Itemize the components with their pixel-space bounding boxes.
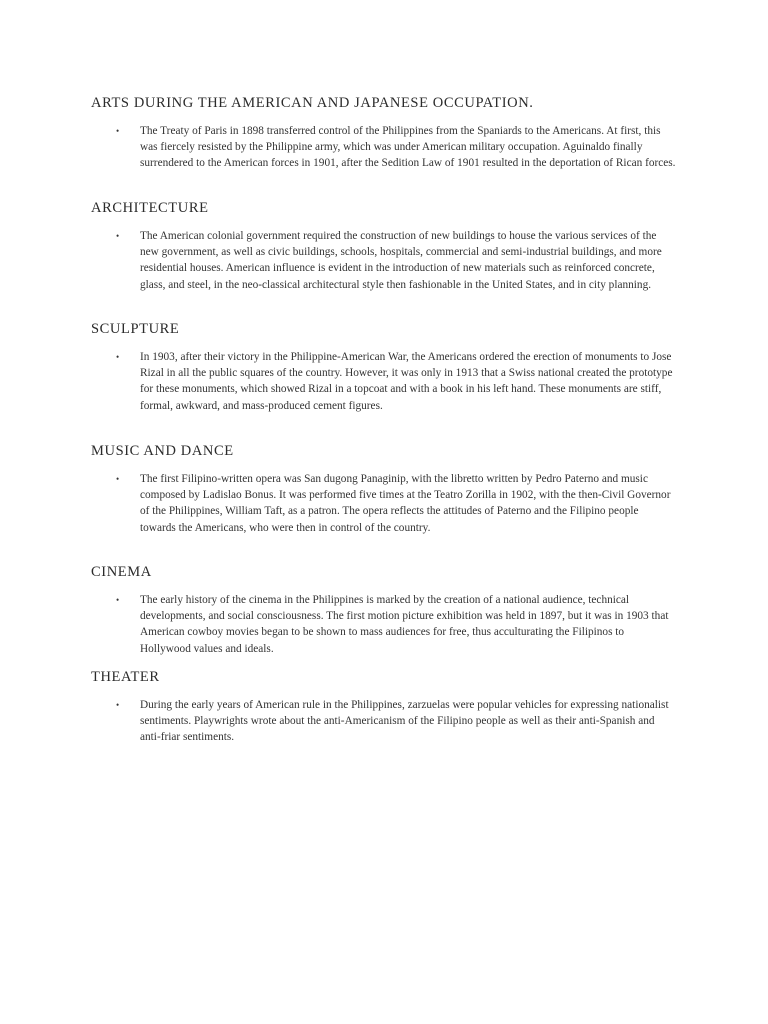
section-music-and-dance <box>91 442 691 536</box>
bullet-icon: • <box>116 595 120 605</box>
list-item <box>91 592 691 657</box>
section-sculpture <box>91 320 691 414</box>
list-item <box>91 471 691 536</box>
bullet-icon: • <box>116 126 120 136</box>
section-heading: MUSIC AND DANCE <box>91 443 234 459</box>
bullet-icon: • <box>116 352 120 362</box>
list-item <box>91 349 691 414</box>
paragraph: The early history of the cinema in the Philippines is marked by the creation of a national audience, technical developments, and social consciousness. The first motion picture exhibition was held in 1897, but it was in 1903 that American cowboy movies began to be shown to mass audiences for free, thus acculturating the Filipinos to Hollywood values and ideals. <box>140 594 669 655</box>
bullet-icon: • <box>116 474 120 484</box>
paragraph: The American colonial government required the construction of new buildings to house the various services of the new government, as well as civic buildings, schools, hospitals, commercial and semi-industrial buildings, and more residential houses. American influence is evident in the introduction of new materials such as reinforced concrete, glass, and steel, in the neo-classical architectural style then fashionable in the United States, and in city planning. <box>140 230 662 291</box>
paragraph: The first Filipino-written opera was San dugong Panaginip, with the libretto written by Pedro Paterno and music composed by Ladislao Bonus. It was performed five times at the Teatro Zorilla in 1902, with the then-Civil Governor of the Philippines, William Taft, as a patron. The opera reflects the attitudes of Paterno and the Filipino people towards the Americans, who were then in control of the country. <box>140 473 671 534</box>
list-item <box>91 697 691 746</box>
section-heading: CINEMA <box>91 564 152 580</box>
section-heading: THEATER <box>91 669 160 685</box>
section-heading: ARTS DURING THE AMERICAN AND JAPANESE OCCUPATION. <box>91 95 534 111</box>
section-theater <box>91 668 691 746</box>
section-cinema <box>91 563 691 657</box>
paragraph: In 1903, after their victory in the Philippine-American War, the Americans ordered the erection of monuments to Jose Rizal in all the public squares of the country. However, it was only in 1913 that a Swiss national created the prototype for these monuments, which showed Rizal in a topcoat and with a book in his left hand. These monuments are stiff, formal, awkward, and mass-produced cement figures. <box>140 351 673 412</box>
paragraph: The Treaty of Paris in 1898 transferred control of the Philippines from the Spaniards to the Americans. At first, this was fiercely resisted by the Philippine army, which was under American military occupation. Aguinaldo finally surrendered to the American forces in 1901, after the Sedition Law of 1901 resulted in the deportation of Rican forces. <box>140 125 676 170</box>
section-architecture <box>91 199 691 293</box>
list-item <box>91 123 691 172</box>
bullet-icon: • <box>116 700 120 710</box>
bullet-icon: • <box>116 231 120 241</box>
list-item <box>91 228 691 293</box>
section-heading: SCULPTURE <box>91 321 180 337</box>
paragraph: During the early years of American rule in the Philippines, zarzuelas were popular vehicles for expressing nationalist sentiments. Playwrights wrote about the anti-Americanism of the Filipino people as well as their anti-Spanish and anti-friar sentiments. <box>140 699 669 744</box>
section-heading: ARCHITECTURE <box>91 200 209 216</box>
section-arts-occupation <box>91 94 691 172</box>
